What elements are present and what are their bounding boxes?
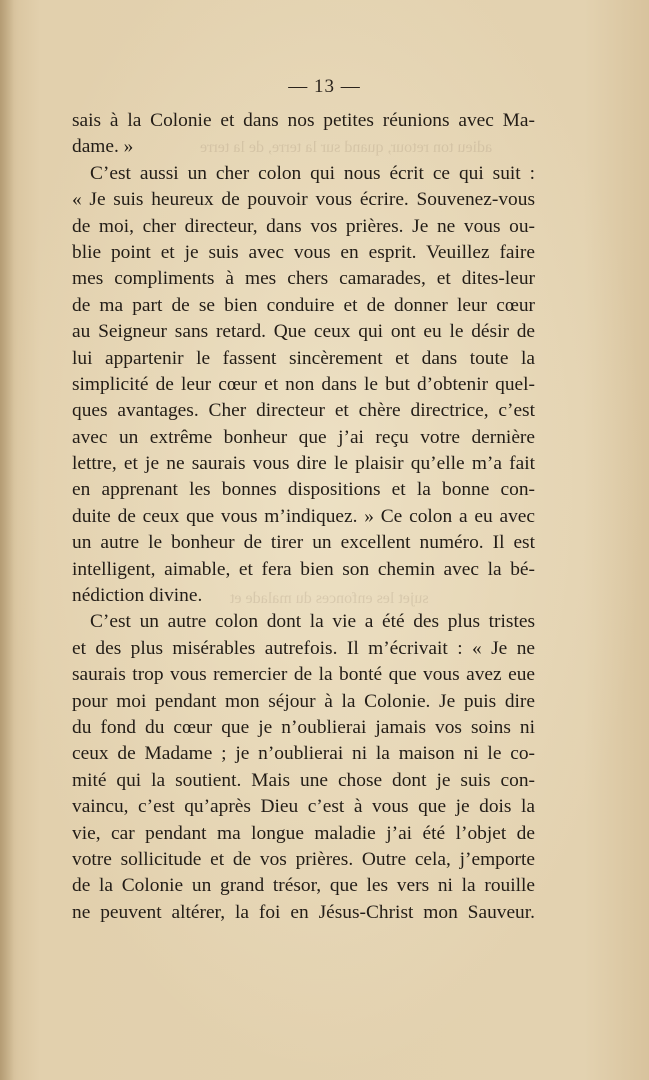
text-line: pour moi pendant mon séjour à la Colonie. Je puis dire [72, 690, 535, 712]
text-line: ne peuvent altérer, la foi en Jésus-Christ mon Sauveur. [72, 901, 535, 923]
text-line: ques avantages. Cher directeur et chère directrice, c’est [72, 400, 535, 422]
text-line: votre sollicitude et de vos prières. Outre cela, j’emporte [72, 848, 535, 870]
text-line: vie, car pendant ma longue maladie j’ai été l’objet de [72, 822, 535, 844]
text-line: mité qui la soutient. Mais une chose dont je suis con- [72, 769, 535, 791]
text-line: sais à la Colonie et dans nos petites réunions avec Ma- [72, 110, 535, 131]
text-line: lettre, et je ne saurais vous dire le plaisir qu’elle m’a fait [72, 453, 535, 475]
text-line: en apprenant les bonnes dispositions et la bonne con- [72, 479, 535, 501]
text-line: intelligent, aimable, et fera bien son chemin avec la bé- [72, 558, 535, 580]
text-line: de la Colonie un grand trésor, que les vers ni la rouille [72, 875, 535, 897]
text-line: nédiction divine. [72, 585, 203, 607]
text-line: du fond du cœur que je n’oublierai jamais vos soins ni [72, 716, 535, 738]
text-line: dame. » [72, 136, 134, 158]
page-number: — 13 — [288, 76, 361, 97]
text-line: au Seigneur sans retard. Que ceux qui ont eu le désir de [72, 321, 535, 343]
text-line: duite de ceux que vous m’indiquez. » Ce colon a eu avec [72, 505, 535, 527]
text-line: simplicité de leur cœur et non dans le but d’obtenir quel- [72, 373, 535, 395]
text-line: « Je suis heureux de pouvoir vous écrire. Souvenez-vous [72, 189, 535, 211]
text-line: et des plus misérables autrefois. Il m’écrivait : « Je ne [72, 637, 535, 659]
text-line: C’est un autre colon dont la vie a été des plus tristes [90, 611, 535, 633]
text-line: blie point et je suis avec vous en esprit. Veuillez faire [72, 241, 535, 263]
text-line: C’est aussi un cher colon qui nous écrit ce qui suit : [90, 162, 535, 184]
show-through-text: sujet les enfonces du malade et [230, 590, 429, 607]
text-line: de ma part de se bien conduire et de donner leur cœur [72, 294, 535, 316]
text-line: de moi, cher directeur, dans vos prières. Je ne vous ou- [72, 215, 535, 237]
text-line: lui appartenir le fassent sincèrement et dans toute la [72, 347, 535, 369]
text-line: un autre le bonheur de tirer un excellent numéro. Il est [72, 532, 535, 554]
text-line: vaincu, c’est qu’après Dieu c’est à vous que je dois la [72, 796, 535, 818]
text-line: saurais trop vous remercier de la bonté que vous avez eue [72, 664, 535, 686]
text-line: avec un extrême bonheur que j’ai reçu votre dernière [72, 426, 535, 448]
text-line: ceux de Madame ; je n’oublierai ni la maison ni le co- [72, 743, 535, 765]
show-through-text: adieu ton retour, quand sur la terre, de la terre [200, 139, 493, 156]
body-text [72, 108, 535, 926]
text-line: mes compliments à mes chers camarades, et dites-leur [72, 268, 535, 290]
